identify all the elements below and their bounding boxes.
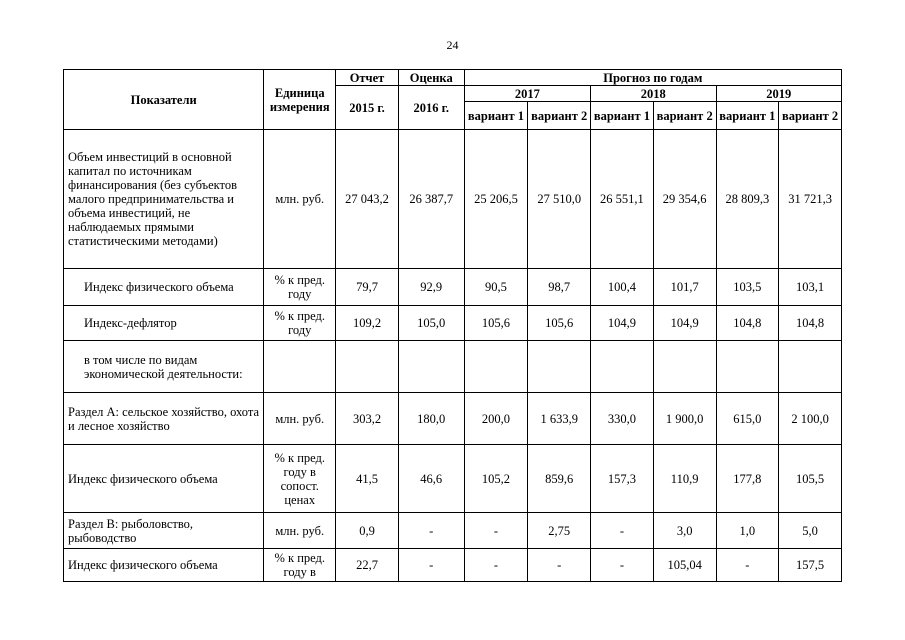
row-value: 26 387,7 [398,130,464,269]
row-value: 103,1 [779,269,842,306]
row-unit [264,341,336,393]
header-variant-2: вариант 2 [779,102,842,130]
row-value [779,341,842,393]
row-indicator: Раздел А: сельское хозяйство, охота и лесное хозяйство [64,393,264,445]
row-value: - [398,549,464,582]
header-year-2015: 2015 г. [336,86,399,130]
row-value: 79,7 [336,269,399,306]
row-value: 105,2 [464,445,528,513]
header-variant-1: вариант 1 [591,102,654,130]
row-value: 615,0 [716,393,779,445]
row-value: 3,0 [653,513,716,549]
header-report: Отчет [336,70,399,86]
row-value: 104,8 [779,306,842,341]
row-value: 90,5 [464,269,528,306]
row-value: 177,8 [716,445,779,513]
header-year-2017: 2017 [464,86,590,102]
row-value: 29 354,6 [653,130,716,269]
row-value: - [464,549,528,582]
row-value: 26 551,1 [591,130,654,269]
row-value: 1 900,0 [653,393,716,445]
row-value: 25 206,5 [464,130,528,269]
row-value: 92,9 [398,269,464,306]
row-value: - [716,549,779,582]
row-value: - [398,513,464,549]
header-estimate: Оценка [398,70,464,86]
row-indicator: Индекс физического объема [64,269,264,306]
row-indicator: Раздел В: рыболовство, рыбоводство [64,513,264,549]
row-unit: % к пред. году [264,306,336,341]
row-value: - [591,549,654,582]
row-value: 105,6 [464,306,528,341]
row-unit: % к пред. году в сопост. ценах [264,445,336,513]
table-row [64,549,842,582]
row-value: 104,9 [653,306,716,341]
row-value: 103,5 [716,269,779,306]
table-row [64,269,842,306]
row-value: 157,5 [779,549,842,582]
investment-forecast-table [63,69,842,582]
row-value [716,341,779,393]
row-value: 100,4 [591,269,654,306]
table-row [64,445,842,513]
row-value: 41,5 [336,445,399,513]
page-number: 24 [446,38,459,52]
row-value [591,341,654,393]
header-indicator: Показатели [64,70,264,130]
row-unit: млн. руб. [264,513,336,549]
row-value: 105,6 [528,306,591,341]
row-value: 2,75 [528,513,591,549]
header-forecast: Прогноз по годам [464,70,841,86]
row-value: 105,5 [779,445,842,513]
row-value: 157,3 [591,445,654,513]
row-value: 330,0 [591,393,654,445]
table-row [64,130,842,269]
header-year-2016: 2016 г. [398,86,464,130]
row-indicator: Индекс-дефлятор [64,306,264,341]
table-row [64,393,842,445]
row-value: 27 510,0 [528,130,591,269]
row-unit: % к пред. году в [264,549,336,582]
table-row [64,341,842,393]
row-value: 1,0 [716,513,779,549]
row-value: - [464,513,528,549]
row-value: 1 633,9 [528,393,591,445]
row-indicator: Индекс физического объема [64,445,264,513]
row-value: 200,0 [464,393,528,445]
header-variant-1: вариант 1 [464,102,528,130]
row-value: 27 043,2 [336,130,399,269]
row-indicator: Индекс физического объема [64,549,264,582]
row-value [336,341,399,393]
row-value: 859,6 [528,445,591,513]
row-unit: % к пред. году [264,269,336,306]
table-row [64,306,842,341]
row-unit: млн. руб. [264,130,336,269]
row-value: 104,8 [716,306,779,341]
row-value: - [528,549,591,582]
row-indicator: в том числе по видам экономической деятельности: [64,341,264,393]
row-value [528,341,591,393]
row-value: 98,7 [528,269,591,306]
row-value: 22,7 [336,549,399,582]
row-value: 31 721,3 [779,130,842,269]
row-value: 180,0 [398,393,464,445]
header-variant-2: вариант 2 [528,102,591,130]
row-value: 303,2 [336,393,399,445]
row-value: 2 100,0 [779,393,842,445]
table-row [64,513,842,549]
row-unit: млн. руб. [264,393,336,445]
row-value: - [591,513,654,549]
row-value: 28 809,3 [716,130,779,269]
row-value: 105,0 [398,306,464,341]
row-value: 104,9 [591,306,654,341]
header-unit: Единица измерения [264,70,336,130]
row-value: 109,2 [336,306,399,341]
row-value: 46,6 [398,445,464,513]
row-value [653,341,716,393]
header-variant-2: вариант 2 [653,102,716,130]
header-year-2019: 2019 [716,86,842,102]
row-value: 101,7 [653,269,716,306]
row-indicator: Объем инвестиций в основной капитал по источникам финансирования (без субъектов малого предпринимательства и объема инвестиций, не наблюдаемых прямыми статистическими методами) [64,130,264,269]
header-year-2018: 2018 [591,86,716,102]
row-value: 110,9 [653,445,716,513]
row-value [398,341,464,393]
row-value: 105,04 [653,549,716,582]
row-value: 5,0 [779,513,842,549]
header-variant-1: вариант 1 [716,102,779,130]
row-value [464,341,528,393]
row-value: 0,9 [336,513,399,549]
